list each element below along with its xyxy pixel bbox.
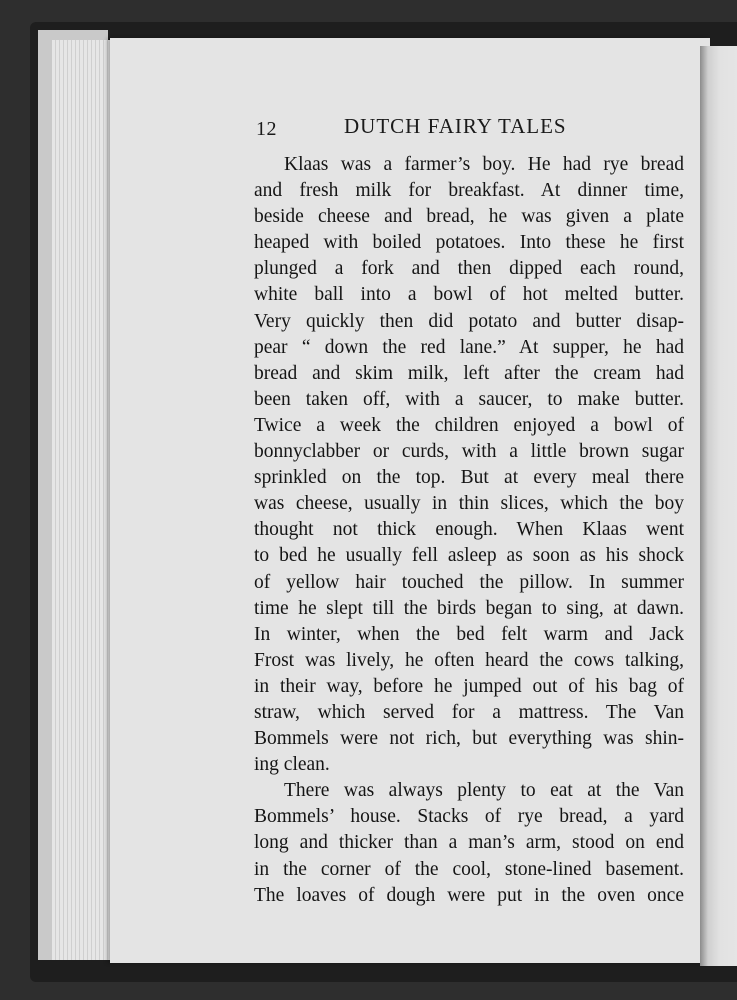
- text-line: straw, which served for a mattress. The Van: [254, 701, 684, 723]
- paragraph: [254, 152, 684, 778]
- page-number: 12: [256, 118, 277, 140]
- text-line: plunged a fork and then dipped each round,: [254, 258, 684, 280]
- text-line: pear “ down the red lane.” At supper, he had: [254, 336, 684, 358]
- text-line: ing clean.: [254, 754, 330, 776]
- text-line: bonnyclabber or curds, with a little brown sugar: [254, 441, 684, 463]
- text-line: Klaas was a farmer’s boy. He had rye bread: [284, 154, 684, 175]
- text-line: Very quickly then did potato and butter disap-: [254, 310, 684, 332]
- text-line: Bommels’ house. Stacks of rye bread, a yard: [254, 806, 684, 828]
- text-line: beside cheese and bread, he was given a plate: [254, 206, 684, 228]
- text-line: of yellow hair touched the pillow. In summer: [254, 571, 684, 593]
- text-line: to bed he usually fell asleep as soon as his shock: [254, 545, 684, 567]
- text-line: white ball into a bowl of hot melted butter.: [254, 284, 684, 306]
- page-header: [256, 114, 686, 144]
- text-line: heaped with boiled potatoes. Into these he first: [254, 232, 684, 254]
- text-line: been taken off, with a saucer, to make butter.: [254, 388, 684, 410]
- text-line: was cheese, usually in thin slices, which the boy: [254, 493, 684, 515]
- text-line: In winter, when the bed felt warm and Jack: [254, 623, 684, 645]
- text-line: Frost was lively, he often heard the cows talking,: [254, 649, 684, 671]
- text-line: in the corner of the cool, stone-lined basement.: [254, 858, 684, 880]
- text-line: bread and skim milk, left after the cream had: [254, 362, 684, 384]
- body-text: [254, 152, 684, 909]
- text-line: Bommels were not rich, but everything was shin-: [254, 728, 684, 750]
- text-line: sprinkled on the top. But at every meal there: [254, 467, 684, 489]
- facing-page-gutter: [700, 46, 737, 966]
- running-head: DUTCH FAIRY TALES: [344, 114, 567, 138]
- text-line: and fresh milk for breakfast. At dinner time,: [254, 180, 684, 202]
- text-line: There was always plenty to eat at the Van: [284, 780, 684, 802]
- text-line: The loaves of dough were put in the oven once: [254, 884, 684, 906]
- paragraph: [254, 778, 684, 908]
- text-line: Twice a week the children enjoyed a bowl of: [254, 414, 684, 436]
- text-line: long and thicker than a man’s arm, stood on end: [254, 832, 684, 854]
- text-line: in their way, before he jumped out of his bag of: [254, 675, 684, 697]
- text-line: time he slept till the birds began to sing, at dawn.: [254, 597, 684, 619]
- text-line: thought not thick enough. When Klaas went: [254, 519, 684, 541]
